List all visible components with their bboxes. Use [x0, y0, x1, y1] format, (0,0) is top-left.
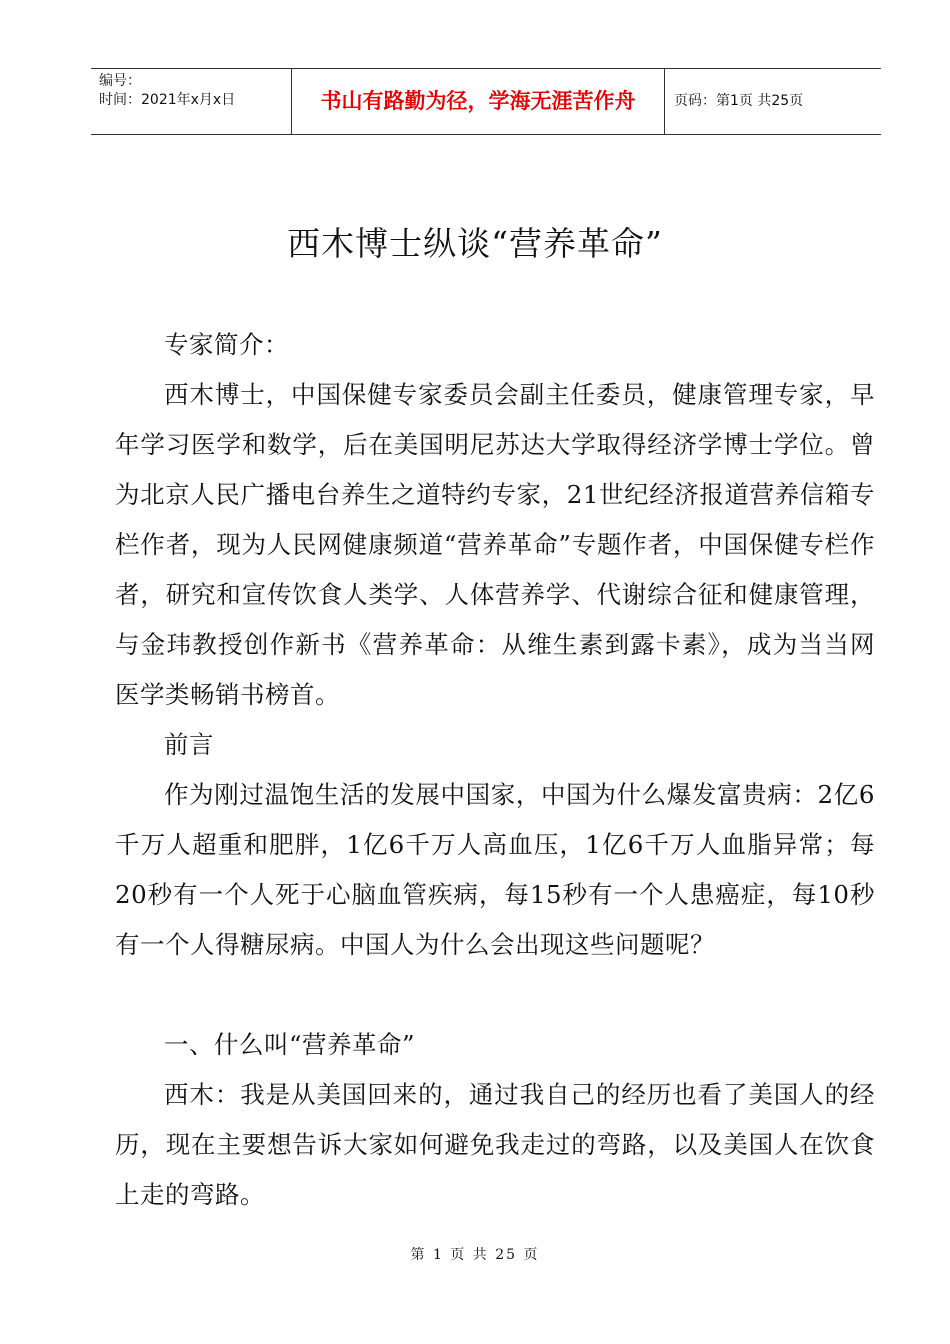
- header-meta-cell: [91, 69, 292, 134]
- header-motto: 书山有路勤为径，学海无涯苦作舟: [292, 69, 665, 134]
- section1-paragraph: 西木：我是从美国回来的，通过我自己的经历也看了美国人的经历，现在主要想告诉大家如何避免我走过的弯路，以及美国人在饮食上走的弯路。: [115, 1080, 875, 1209]
- preface-heading: 前言: [164, 730, 214, 759]
- code-label: 编号：: [99, 73, 141, 89]
- document-title: 西木博士纵谈“营养革命”: [287, 224, 663, 263]
- section-spacer: [115, 970, 875, 1020]
- page-header: [91, 68, 881, 135]
- page-footer: 第 1 页 共 25 页: [410, 1247, 540, 1263]
- header-page-info: 页码：第1页 共25页: [674, 93, 804, 109]
- preface-paragraph: 作为刚过温饱生活的发展中国家，中国为什么爆发富贵病：2亿6千万人超重和肥胖，1亿6千万人高血压，1亿6千万人血脂异常；每20秒有一个人死于心脑血管疾病，每15秒有一个人患癌症，每10秒有一个人得糖尿病。中国人为什么会出现这些问题呢？: [115, 780, 875, 959]
- document-body: [115, 320, 875, 1220]
- time-label: 时间：2021年x月x日: [99, 92, 236, 108]
- intro-paragraph: 西木博士，中国保健专家委员会副主任委员，健康管理专家，早年学习医学和数学，后在美国明尼苏达大学取得经济学博士学位。曾为北京人民广播电台养生之道特约专家，21世纪经济报道营养信箱专栏作者，现为人民网健康频道“营养革命”专题作者，中国保健专栏作者，研究和宣传饮食人类学、人体营养学、代谢综合征和健康管理，与金玮教授创作新书《营养革命：从维生素到露卡素》，成为当当网医学类畅销书榜首。: [115, 380, 875, 709]
- intro-heading: 专家简介：: [164, 330, 289, 359]
- section1-heading: 一、什么叫“营养革命”: [164, 1030, 416, 1059]
